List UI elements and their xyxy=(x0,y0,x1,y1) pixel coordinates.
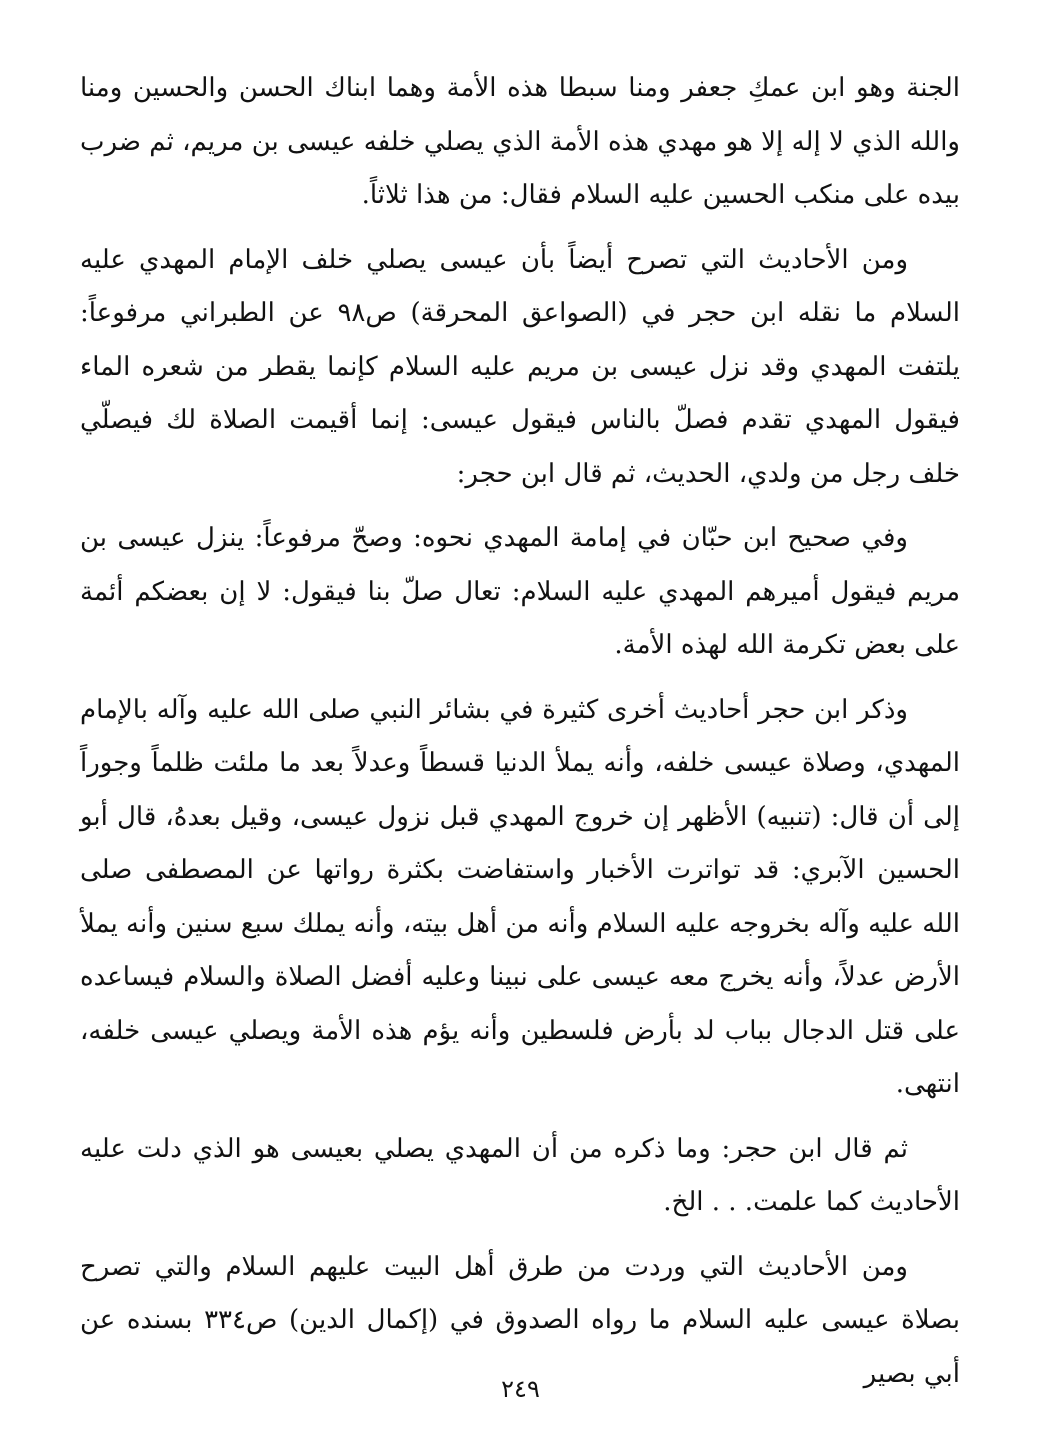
paragraph-5: ثم قال ابن حجر: وما ذكره من أن المهدي يصلي بعيسى هو الذي دلت عليه الأحاديث كما علمت. . . الخ. xyxy=(80,1133,960,1217)
page-number: ٢٤٩ xyxy=(501,1375,540,1403)
paragraph-2: ومن الأحاديث التي تصرح أيضاً بأن عيسى يصلي خلف الإمام المهدي عليه السلام ما نقله ابن حجر في (الصواعق المحرقة) ص٩٨ عن الطبراني مرفوعاً: يلتفت المهدي وقد نزل عيسى بن مريم عليه السلام كإنما يقطر من شعره الماء فيقول المهدي تقدم فصلّ بالناس فيقول عيسى: إنما أقيمت الصلاة لك فيصلّي خلف رجل من ولدي، الحديث، ثم قال ابن حجر: xyxy=(80,244,960,489)
paragraph-1: الجنة وهو ابن عمكِ جعفر ومنا سبطا هذه الأمة وهما ابناك الحسن والحسين ومنا والله الذي لا إله إلا هو مهدي هذه الأمة الذي يصلي خلفه عيسى بن مريم، ثم ضرب بيده على منكب الحسين عليه السلام فقال: من هذا ثلاثاً. xyxy=(80,73,961,210)
paragraph-3: وفي صحيح ابن حبّان في إمامة المهدي نحوه: وصحّ مرفوعاً: ينزل عيسى بن مريم فيقول أميرهم المهدي عليه السلام: تعال صلّ بنا فيقول: لا إن بعضكم أئمة على بعض تكرمة الله لهذه الأمة. xyxy=(80,523,960,660)
page-body xyxy=(80,62,960,1412)
paragraph-4: وذكر ابن حجر أحاديث أخرى كثيرة في بشائر النبي صلى الله عليه وآله بالإمام المهدي، وصلاة عيسى خلفه، وأنه يملأ الدنيا قسطاً وعدلاً بعد ما ملئت ظلماً وجوراً إلى أن قال: (تنبيه) الأظهر إن خروج المهدي قبل نزول عيسى، وقيل بعدهُ، قال أبو الحسين الآبري: قد تواترت الأخبار واستفاضت بكثرة رواتها عن المصطفى صلى الله عليه وآله بخروجه عليه السلام وأنه من أهل بيته، وأنه يملك سبع سنين وأنه يملأ الأرض عدلاً، وأنه يخرج معه عيسى على نبينا وعليه أفضل الصلاة والسلام فيساعده على قتل الدجال بباب لد بأرض فلسطين وأنه يؤم هذه الأمة ويصلي عيسى خلفه، انتهى. xyxy=(80,694,960,1099)
paragraph-6: ومن الأحاديث التي وردت من طرق أهل البيت عليهم السلام والتي تصرح بصلاة عيسى عليه السلام ما رواه الصدوق في (إكمال الدين) ص٣٣٤ بسنده عن أبي بصير xyxy=(80,1251,961,1389)
